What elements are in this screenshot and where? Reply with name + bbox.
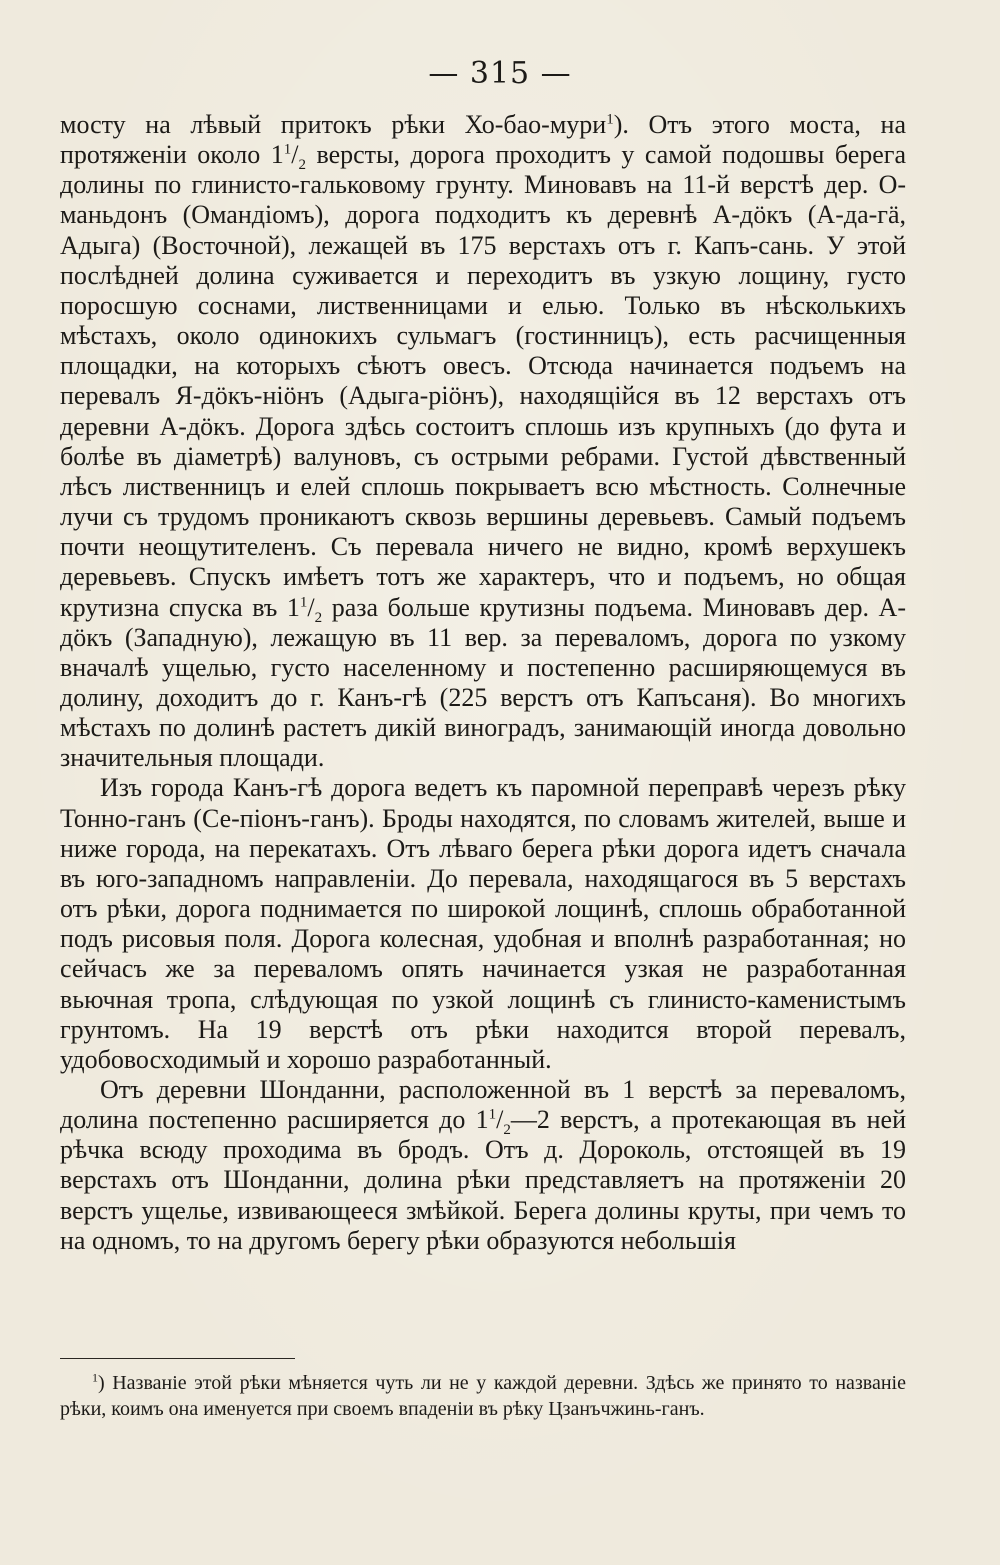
text-run: —2 верстъ, а протекающая въ ней рѣчка всюду проходима въ бродъ. Отъ д. Дороколь, отстоящей въ 19 верстахъ отъ Шонданни, долина рѣки представляетъ на протяженіи 20 верстъ ущелье, извивающееся змѣйкой. Берега долины круты, при чемъ то на одномъ, то на другомъ берегу рѣки образуются небольшія — [60, 1105, 906, 1255]
text-run: версты, дорога проходитъ у самой подошвы берега долины по глинисто-гальковому грунту. Миновавъ на 11-й верстѣ дер. О-маньдонъ (Омандіомъ), дорога подходитъ къ деревнѣ А-дӧкъ (А-да-гä, Адыга) (Восточной), лежащей въ 175 верстахъ отъ г. Капъ-сань. У этой послѣдней долина суживается и переходитъ въ узкую лощину, густо поросшую соснами, лиственницами и елью. Только въ нѣсколькихъ мѣстахъ, около одинокихъ сульмагъ (гостинницъ), есть расчищенныя площадки, на которыхъ сѣютъ овесъ. Отсюда начинается подъемъ на перевалъ Я-дӧкъ-ніӧнъ (Адыга-ріӧнъ), находящійся въ 12 верстахъ отъ деревни А-дӧкъ. Дорога здѣсь состоитъ сплошь изъ крупныхъ (до фута и болѣе въ діаметрѣ) валуновъ, съ острыми ребрами. Густой дѣвственный лѣсъ лиственницъ и елей сплошь покрываетъ всю мѣстность. Солнечные лучи съ трудомъ проникаютъ сквозь вершины деревьевъ. Самый подъемъ почти неощутителенъ. Съ перевала ничего не видно, кромѣ верхушекъ деревьевъ. Спускъ имѣетъ тотъ же характеръ, что и подъемъ, но общая крутизна спуска въ 1 — [60, 140, 906, 622]
footnotes — [60, 1370, 906, 1422]
paragraph — [60, 1075, 906, 1256]
text-run: ) Названіе этой рѣки мѣняется чуть ли не у каждой деревни. Здѣсь же принято то названіе рѣки, коимъ она именуется при своемъ впаденіи въ рѣку Цзанъчжинь-ганъ. — [60, 1372, 906, 1420]
subscript: 2 — [503, 1122, 511, 1139]
superscript: 1 — [92, 1370, 98, 1385]
page-number: — 315 — — [428, 56, 572, 91]
paragraph — [60, 110, 906, 773]
paragraph — [60, 773, 906, 1075]
text-run: / — [307, 592, 315, 622]
body-text — [60, 110, 906, 1256]
superscript: 1 — [283, 141, 292, 158]
footnote-divider — [60, 1358, 295, 1359]
text-run: / — [496, 1105, 504, 1135]
subscript: 2 — [298, 157, 306, 174]
text-run: ). Отъ этого моста, на протяженіи около 1 — [60, 110, 906, 170]
footnote — [60, 1370, 906, 1422]
text-run: мосту на лѣвый притокъ рѣки Хо-бао-мури — [60, 110, 607, 139]
superscript: 1 — [488, 1106, 497, 1123]
text-run: Отъ деревни Шонданни, расположенной въ 1 верстѣ за переваломъ, долина постепенно расширяется до 1 — [60, 1075, 906, 1135]
text-run: Изъ города Канъ-гѣ дорога ведетъ къ паромной переправѣ черезъ рѣку Тонно-ганъ (Се-піонъ-ганъ). Броды находятся, по словамъ жителей, выше и ниже города, на перекатахъ. Отъ лѣваго берега рѣки дорога идетъ сначала въ юго-западномъ направленіи. До перевала, находящагося въ 5 верстахъ отъ рѣки, дорога поднимается по широкой лощинѣ, сплошь обработанной подъ рисовыя поля. Дорога колесная, удобная и вполнѣ разработанная; но сейчасъ же за переваломъ опять начинается узкая не разработанная вьючная тропа, слѣдующая по узкой лощинѣ съ глинисто-каменистымъ грунтомъ. На 19 верстѣ отъ рѣки находится второй перевалъ, удобовосходимый и хорошо разработанный. — [60, 773, 906, 1074]
superscript: 1 — [299, 593, 308, 610]
superscript: 1 — [606, 111, 614, 128]
subscript: 2 — [314, 609, 323, 626]
text-run: / — [291, 140, 299, 170]
text-run: раза больше крутизны подъема. Миновавъ дер. А-дӧкъ (Западную), лежащую въ 11 вер. за переваломъ, дорога по узкому вначалѣ ущелью, густо населенному и постепенно расширяющемуся въ долину, доходитъ до г. Канъ-гѣ (225 верстъ отъ Капъсаня). Во многихъ мѣстахъ по долинѣ растетъ дикій виноградъ, занимающій иногда довольно значительныя площади. — [60, 592, 906, 773]
